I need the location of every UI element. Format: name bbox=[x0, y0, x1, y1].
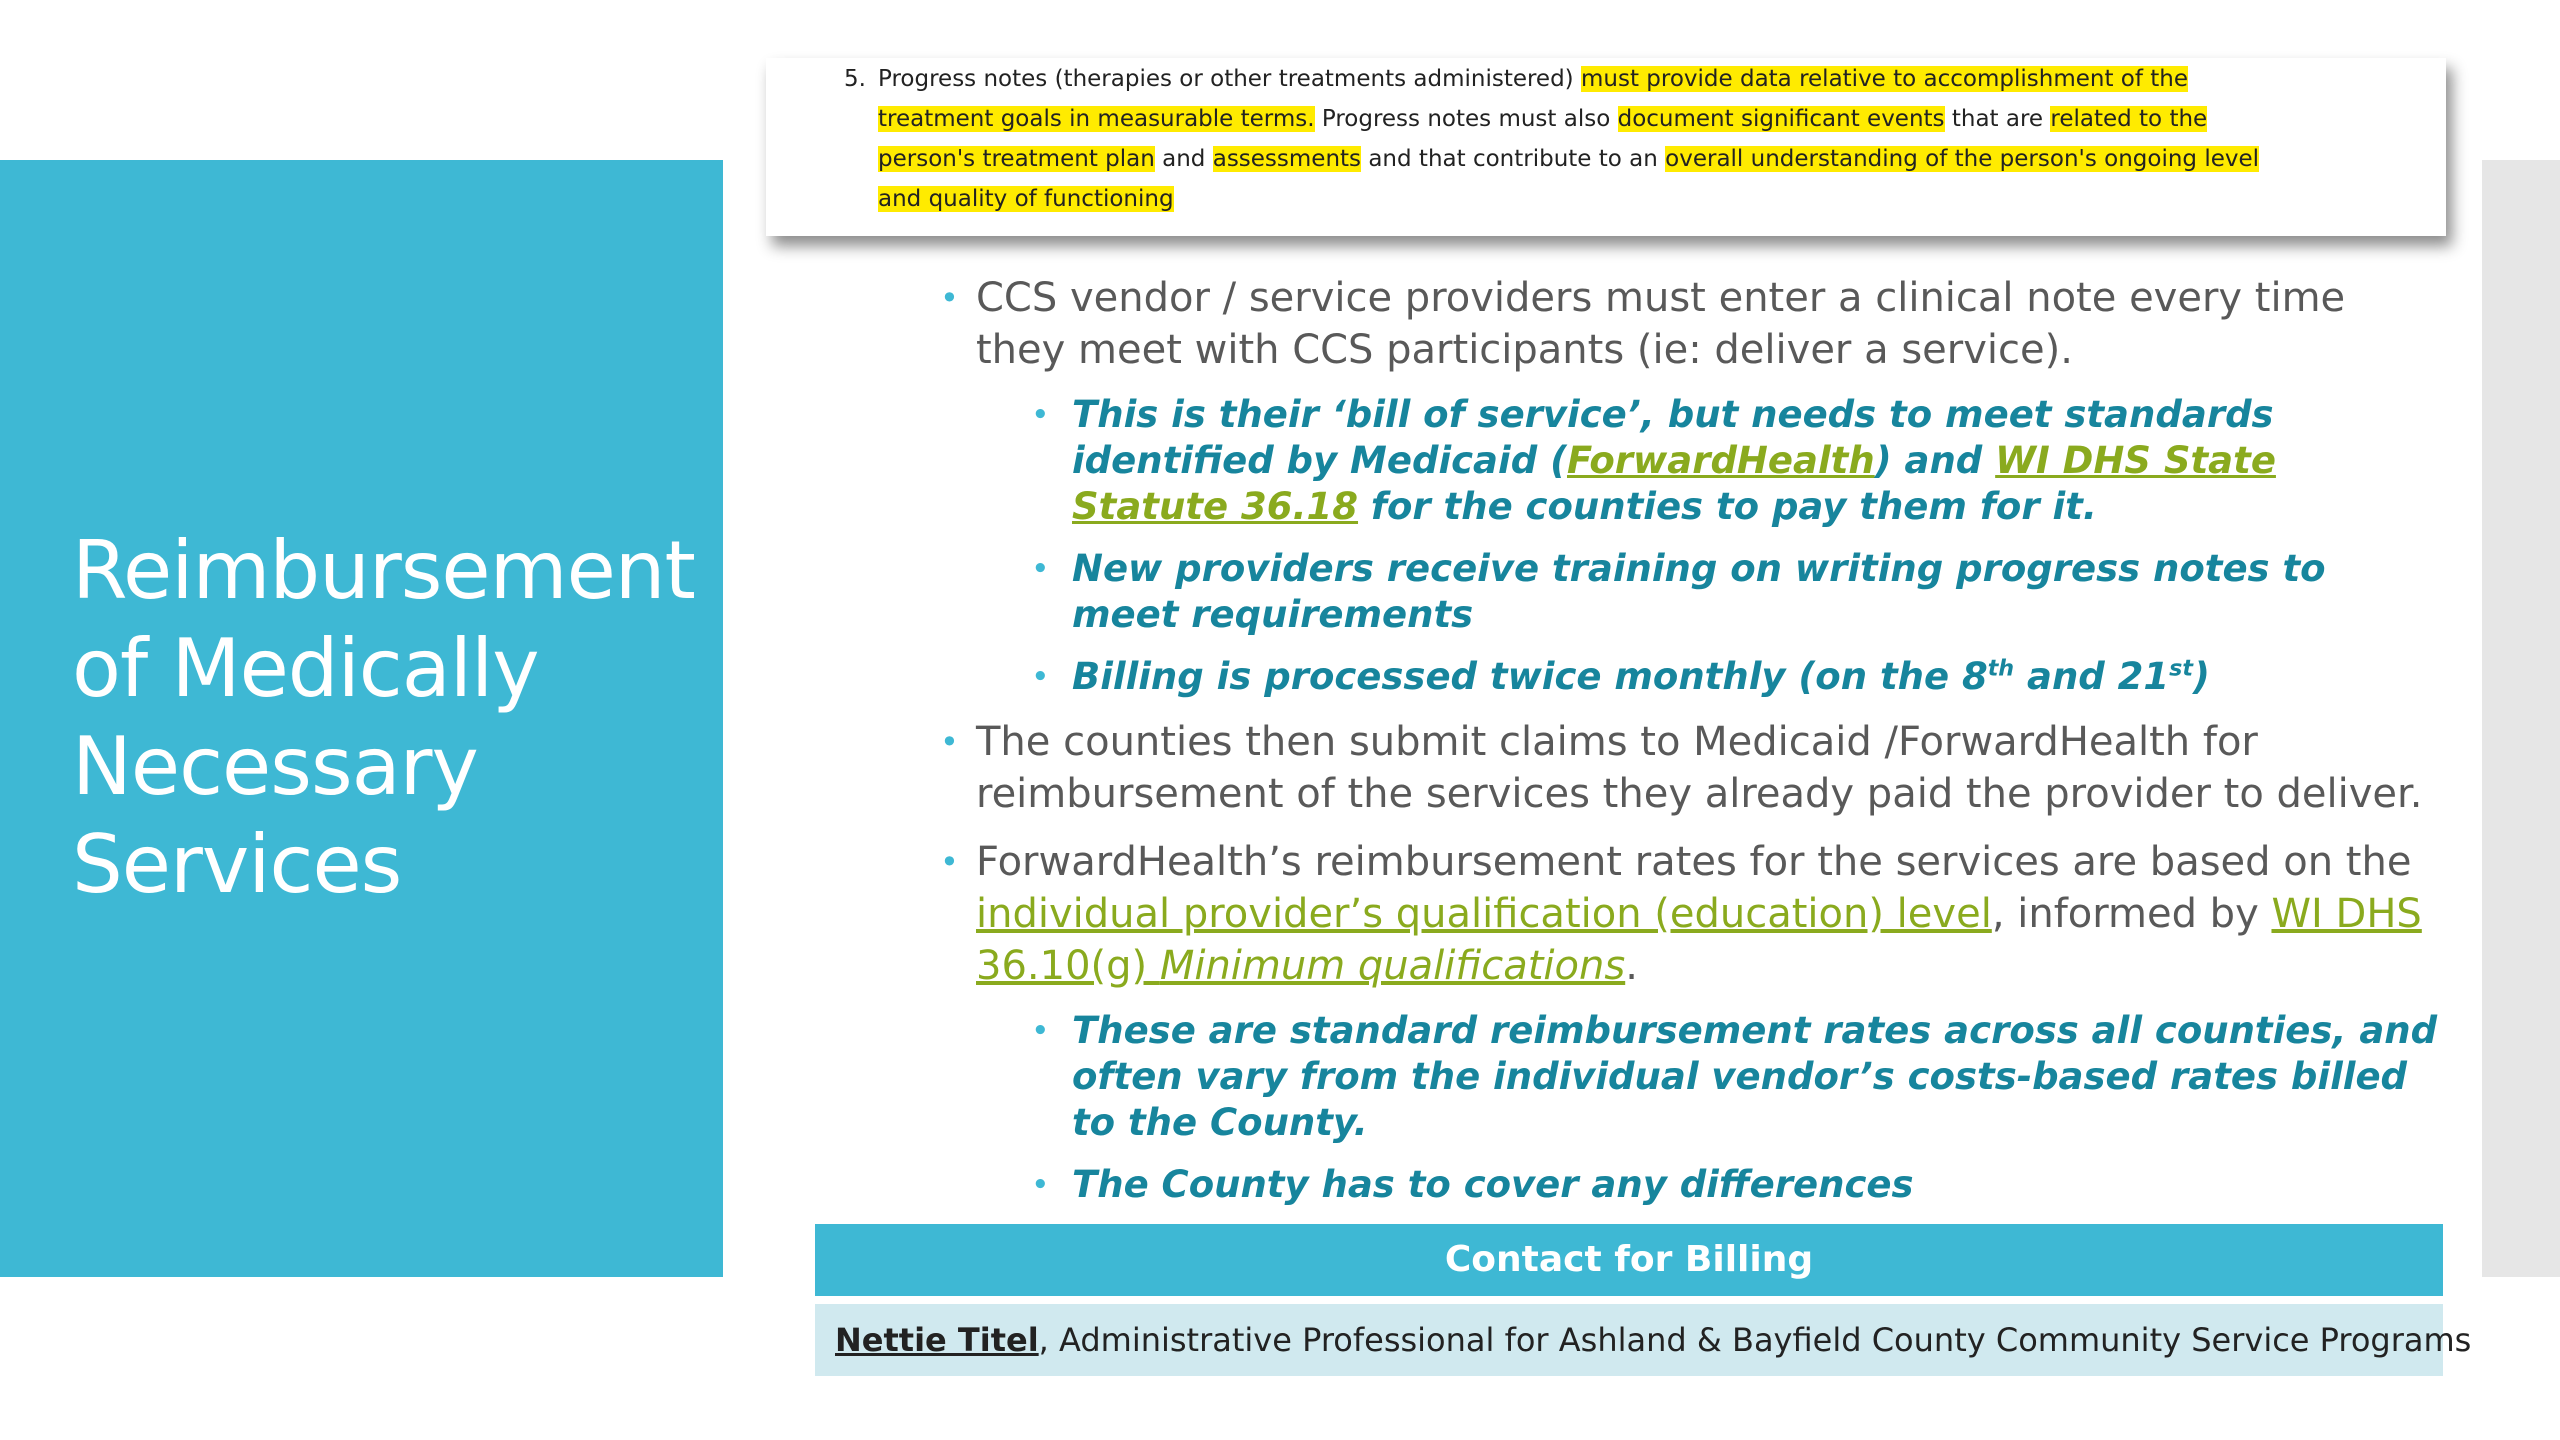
bullet-text: ) and bbox=[1874, 439, 1996, 482]
regulation-excerpt bbox=[766, 58, 2446, 236]
state-statute-link[interactable]: WI DHS State Statute 36.18 bbox=[1072, 439, 2276, 528]
link-text: WI DHS 36.10(g) bbox=[976, 891, 2422, 989]
bullet-clinical-note: • CCS vendor / service providers must enter a clinical note every time they meet with CCS participants (ie: deliver a service). bbox=[940, 272, 2440, 376]
title-line-1: Reimbursement bbox=[72, 524, 695, 617]
ordinal-suffix: st bbox=[2169, 655, 2193, 682]
excerpt-line-1 bbox=[878, 66, 2188, 92]
contact-name[interactable]: Nettie Titel bbox=[835, 1321, 1039, 1359]
bullet-list bbox=[940, 272, 2440, 1224]
excerpt-number: 5. bbox=[844, 66, 866, 92]
excerpt-highlight: must provide data relative to accomplishment of the bbox=[1580, 66, 2189, 92]
excerpt-highlight: related to the bbox=[2050, 106, 2208, 132]
slide-title bbox=[72, 522, 712, 914]
excerpt-highlight: treatment goals in measurable terms. bbox=[878, 106, 1315, 132]
excerpt-highlight: assessments bbox=[1212, 146, 1362, 172]
contact-role: , Administrative Professional for Ashland & Bayfield County Community Service Programs bbox=[1038, 1321, 2472, 1359]
ordinal-suffix: th bbox=[1987, 655, 2015, 682]
excerpt-highlight: overall understanding of the person's ongoing level bbox=[1665, 146, 2260, 172]
excerpt-highlight: person's treatment plan bbox=[878, 146, 1155, 172]
bullet-text: , informed by bbox=[1991, 891, 2272, 937]
bullet-text: for the counties to pay them for it. bbox=[1358, 485, 2097, 528]
title-line-4: Services bbox=[72, 818, 402, 911]
right-accent-bar bbox=[2482, 160, 2560, 1277]
title-line-2: of Medically bbox=[72, 622, 539, 715]
sub-bullet-training: • New providers receive training on writing progress notes to meet requirements bbox=[940, 546, 2440, 638]
link-text-italic: Minimum qualifications bbox=[1159, 943, 1626, 989]
excerpt-text: Progress notes must also bbox=[1314, 106, 1618, 132]
sub-bullet-standard-rates: • These are standard reimbursement rates across all counties, and often vary from the individual vendor’s costs-based rates billed to the County. bbox=[940, 1008, 2440, 1146]
bullet-text: This is their ‘bill of service’, but needs to meet standards identified by Medicaid ( bbox=[1072, 393, 2274, 482]
sub-bullet-billing-schedule bbox=[940, 654, 2440, 700]
excerpt-line-2 bbox=[878, 106, 2207, 132]
sub-bullet-county-cover: • The County has to cover any differences bbox=[940, 1162, 2440, 1208]
provider-qualification-link[interactable]: individual provider’s qualification (education) level bbox=[976, 891, 1992, 937]
bullet-county-claims: • The counties then submit claims to Medicaid /ForwardHealth for reimbursement of the services they already paid the provider to deliver. bbox=[940, 716, 2440, 820]
excerpt-text: and bbox=[1154, 146, 1213, 172]
contact-heading: Contact for Billing bbox=[815, 1224, 2443, 1296]
bullet-text: and 21 bbox=[2014, 655, 2170, 698]
contact-row bbox=[815, 1304, 2472, 1376]
bullet-text: ) bbox=[2192, 655, 2210, 698]
excerpt-highlight: and quality of functioning bbox=[878, 186, 1174, 212]
excerpt-line-3 bbox=[878, 146, 2259, 172]
forwardhealth-link[interactable]: ForwardHealth bbox=[1566, 439, 1875, 482]
excerpt-line-4 bbox=[878, 186, 1174, 212]
bullet-text: Billing is processed twice monthly (on the 8 bbox=[1072, 655, 1988, 698]
bullet-text: . bbox=[1625, 943, 1638, 989]
excerpt-text: and that contribute to an bbox=[1361, 146, 1666, 172]
bullet-text: ForwardHealth’s reimbursement rates for the services are based on the bbox=[976, 839, 2412, 885]
title-line-3: Necessary bbox=[72, 720, 478, 813]
excerpt-highlight: document significant events bbox=[1617, 106, 1945, 132]
sub-bullet-bill-of-service bbox=[940, 392, 2440, 530]
bullet-reimbursement-rates bbox=[940, 836, 2440, 992]
excerpt-text: Progress notes (therapies or other treatments administered) bbox=[878, 66, 1581, 92]
excerpt-text: that are bbox=[1944, 106, 2051, 132]
